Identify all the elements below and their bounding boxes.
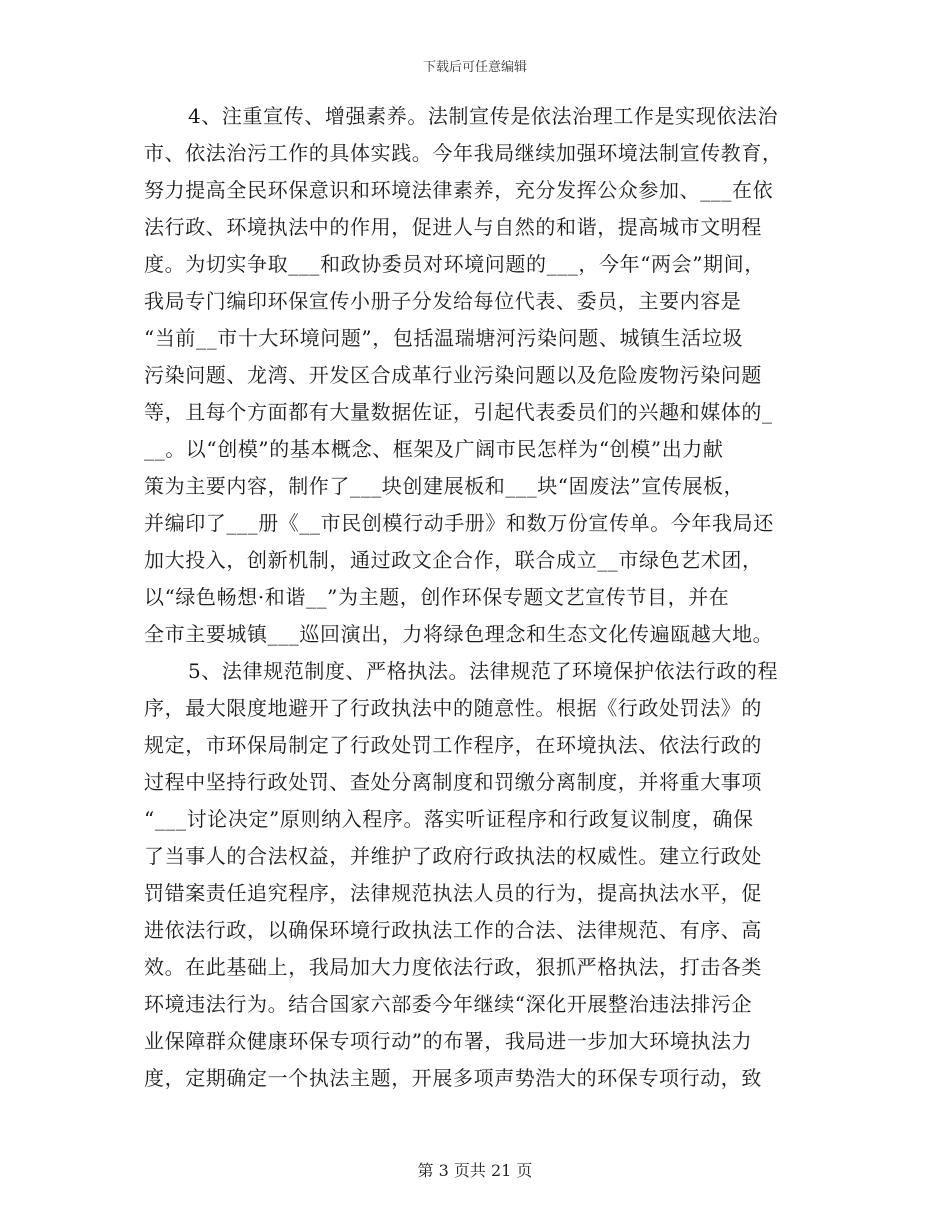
paragraph-line: 并编印了___册《__市民创模行动手册》和数万份宣传单。今年我局还 [144, 511, 774, 535]
paragraph-line: 市、依法治污工作的具体实践。今年我局继续加强环境法制宣传教育， [144, 141, 783, 165]
paragraph-line: 度。为切实争取___和政协委员对环境问题的___，今年“两会”期间， [144, 252, 765, 276]
document-body [144, 98, 804, 1097]
page-footer: 第 3 页共 21 页 [417, 1161, 533, 1180]
paragraph-line: 加大投入，创新机制，通过政文企合作，联合成立__市绿色艺术团， [144, 548, 763, 572]
paragraph-line: 全市主要城镇___巡回演出，力将绿色理念和生态文化传遍瓯越大地。 [144, 622, 774, 646]
page-header: 下载后可任意编辑 [422, 60, 527, 75]
paragraph-line: 法行政、环境执法中的作用，促进人与自然的和谐，提高城市文明程 [144, 215, 762, 239]
paragraph-line: “当前__市十大环境问题”，包括温瑞塘河污染问题、城镇生活垃圾 [144, 326, 744, 350]
paragraph-line: 业保障群众健康环保专项行动”的布署，我局进一步加大环境执法力 [144, 1029, 753, 1053]
paragraph-line: 4、注重宣传、增强素养。法制宣传是依法治理工作是实现依法治 [188, 104, 779, 128]
paragraph-line: 序，最大限度地避开了行政执法中的随意性。根据《行政处罚法》的 [144, 696, 762, 720]
paragraph-line: 策为主要内容，制作了___块创建展板和___块“固废法”宣传展板， [144, 474, 745, 498]
paragraph-line: 效。在此基础上，我局加大力度依法行政，狠抓严格执法，打击各类 [144, 955, 762, 979]
paragraph-line: 污染问题、龙湾、开发区合成革行业污染问题以及危险废物污染问题 [144, 363, 762, 387]
paragraph-line: 我局专门编印环保宣传小册子分发给每位代表、委员，主要内容是 [144, 289, 742, 313]
paragraph-line: 罚错案责任追究程序，法律规范执法人员的行为，提高执法水平，促 [144, 881, 762, 905]
paragraph-line: 5、法律规范制度、严格执法。法律规范了环境保护依法行政的程 [188, 659, 779, 683]
paragraph-line: 度，定期确定一个执法主题，开展多项声势浩大的环保专项行动，致 [144, 1066, 762, 1090]
paragraph-line: 以“绿色畅想·和谐__”为主题，创作环保专题文艺宣传节目，并在 [144, 585, 730, 609]
paragraph-line: 了当事人的合法权益，并维护了政府行政执法的权威性。建立行政处 [144, 844, 762, 868]
paragraph-line: 过程中坚持行政处罚、查处分离制度和罚缴分离制度，并将重大事项 [144, 770, 762, 794]
paragraph-line: 努力提高全民环保意识和环境法律素养，充分发挥公众参加、___在依 [144, 178, 774, 202]
paragraph-line: 进依法行政，以确保环境行政执法工作的合法、法律规范、有序、高 [144, 918, 762, 942]
paragraph-line: 规定，市环保局制定了行政处罚工作程序，在环境执法、依法行政的 [144, 733, 762, 757]
paragraph-line: __。以“创模”的基本概念、框架及广阔市民怎样为“创模”出力献 [144, 437, 724, 461]
paragraph-line: “___讨论决定”原则纳入程序。落实听证程序和行政复议制度，确保 [144, 807, 754, 831]
paragraph-line: 等，且每个方面都有大量数据佐证，引起代表委员们的兴趣和媒体的_ [144, 400, 773, 424]
paragraph-line: 环境违法行为。结合国家六部委今年继续“深化开展整治违法排污企 [144, 992, 753, 1016]
